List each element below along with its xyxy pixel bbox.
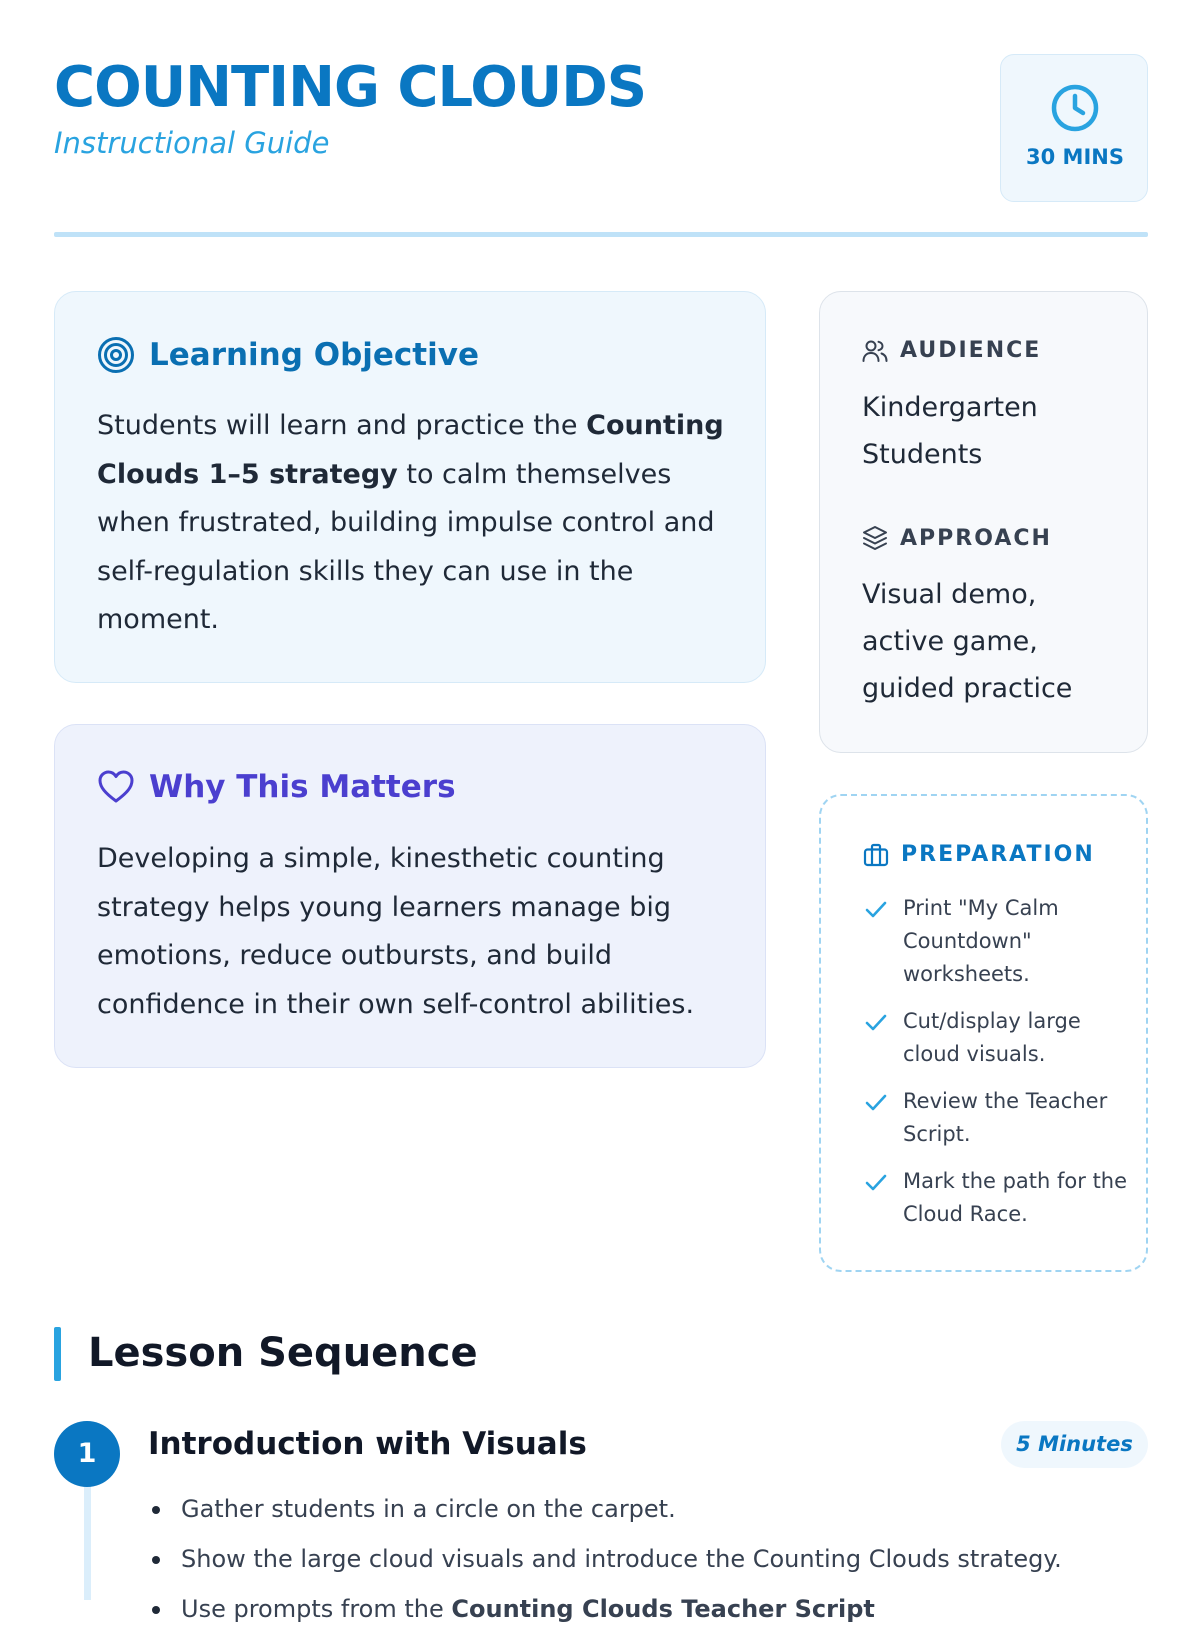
briefcase-icon xyxy=(863,843,889,867)
page-subtitle: Instructional Guide xyxy=(54,126,330,160)
step-items xyxy=(148,1484,1148,1634)
checklist-item xyxy=(863,1085,1133,1151)
duration-label: 30 MINS xyxy=(1026,145,1124,169)
step-duration-badge: 5 Minutes xyxy=(1001,1421,1148,1468)
learning-objective-text xyxy=(97,402,733,645)
step-item: Show the large cloud visuals and introduce the Counting Clouds strategy. xyxy=(148,1534,1148,1584)
check-icon xyxy=(863,1093,889,1113)
why-this-matters-text: Developing a simple, kinesthetic counting strategy helps young learners manage big emotions, reduce outbursts, and build confidence in their own self-control abilities. xyxy=(97,843,695,1020)
audience-label-text: AUDIENCE xyxy=(900,338,1042,363)
preparation-label xyxy=(863,842,1095,867)
preparation-label-text: PREPARATION xyxy=(901,842,1095,867)
header-divider xyxy=(54,232,1148,237)
step-item: Gather students in a circle on the carpet. xyxy=(148,1484,1148,1534)
step-number: 1 xyxy=(54,1421,120,1487)
approach-value: Visual demo, active game, guided practice xyxy=(862,579,1073,704)
why-this-matters-heading: Why This Matters xyxy=(149,769,456,805)
why-this-matters-card xyxy=(54,724,766,1068)
check-icon xyxy=(863,1173,889,1193)
check-icon xyxy=(863,1013,889,1033)
objective-text-end: to calm themselves when frustrated, building impulse control and self-regulation skills they can use in the moment. xyxy=(97,458,715,635)
objective-text-start: Students will learn and practice the xyxy=(97,410,587,441)
checklist-item xyxy=(863,892,1133,991)
preparation-list xyxy=(863,892,1133,1245)
layers-icon xyxy=(862,525,888,551)
section-accent-bar xyxy=(54,1327,61,1381)
learning-objective-heading: Learning Objective xyxy=(149,337,479,373)
approach-label-text: APPROACH xyxy=(900,525,1052,551)
checklist-item xyxy=(863,1165,1133,1231)
checklist-item-text: Mark the path for the Cloud Race. xyxy=(903,1169,1128,1226)
checklist-item-text: Cut/display large cloud visuals. xyxy=(903,1009,1081,1066)
why-this-matters-header xyxy=(97,769,456,805)
step-title: Introduction with Visuals xyxy=(148,1426,587,1462)
learning-objective-header xyxy=(97,336,479,374)
checklist-item-text: Review the Teacher Script. xyxy=(903,1089,1108,1146)
audience-value: Kindergarten Students xyxy=(862,392,1038,470)
lesson-sequence-title: Lesson Sequence xyxy=(88,1330,478,1376)
page-header xyxy=(54,54,1148,204)
step-item xyxy=(148,1584,1148,1634)
step-item-text: Use prompts from the xyxy=(181,1595,452,1623)
objective-text-bold: Counting Clouds 1–5 strategy xyxy=(97,410,724,490)
users-icon xyxy=(862,339,888,363)
checklist-item-text: Print "My Calm Countdown" worksheets. xyxy=(903,896,1059,986)
page-title: COUNTING CLOUDS xyxy=(54,55,647,120)
target-icon xyxy=(97,336,135,374)
duration-badge xyxy=(1000,54,1148,202)
approach-label xyxy=(862,525,1052,551)
audience-approach-card xyxy=(819,291,1148,753)
step-item-bold: Counting Clouds Teacher Script xyxy=(451,1595,875,1623)
heart-icon xyxy=(97,769,135,805)
check-icon xyxy=(863,900,889,920)
audience-label xyxy=(862,338,1041,363)
preparation-card xyxy=(819,794,1148,1272)
learning-objective-card xyxy=(54,291,766,683)
clock-icon xyxy=(1050,83,1100,133)
checklist-item xyxy=(863,1005,1133,1071)
